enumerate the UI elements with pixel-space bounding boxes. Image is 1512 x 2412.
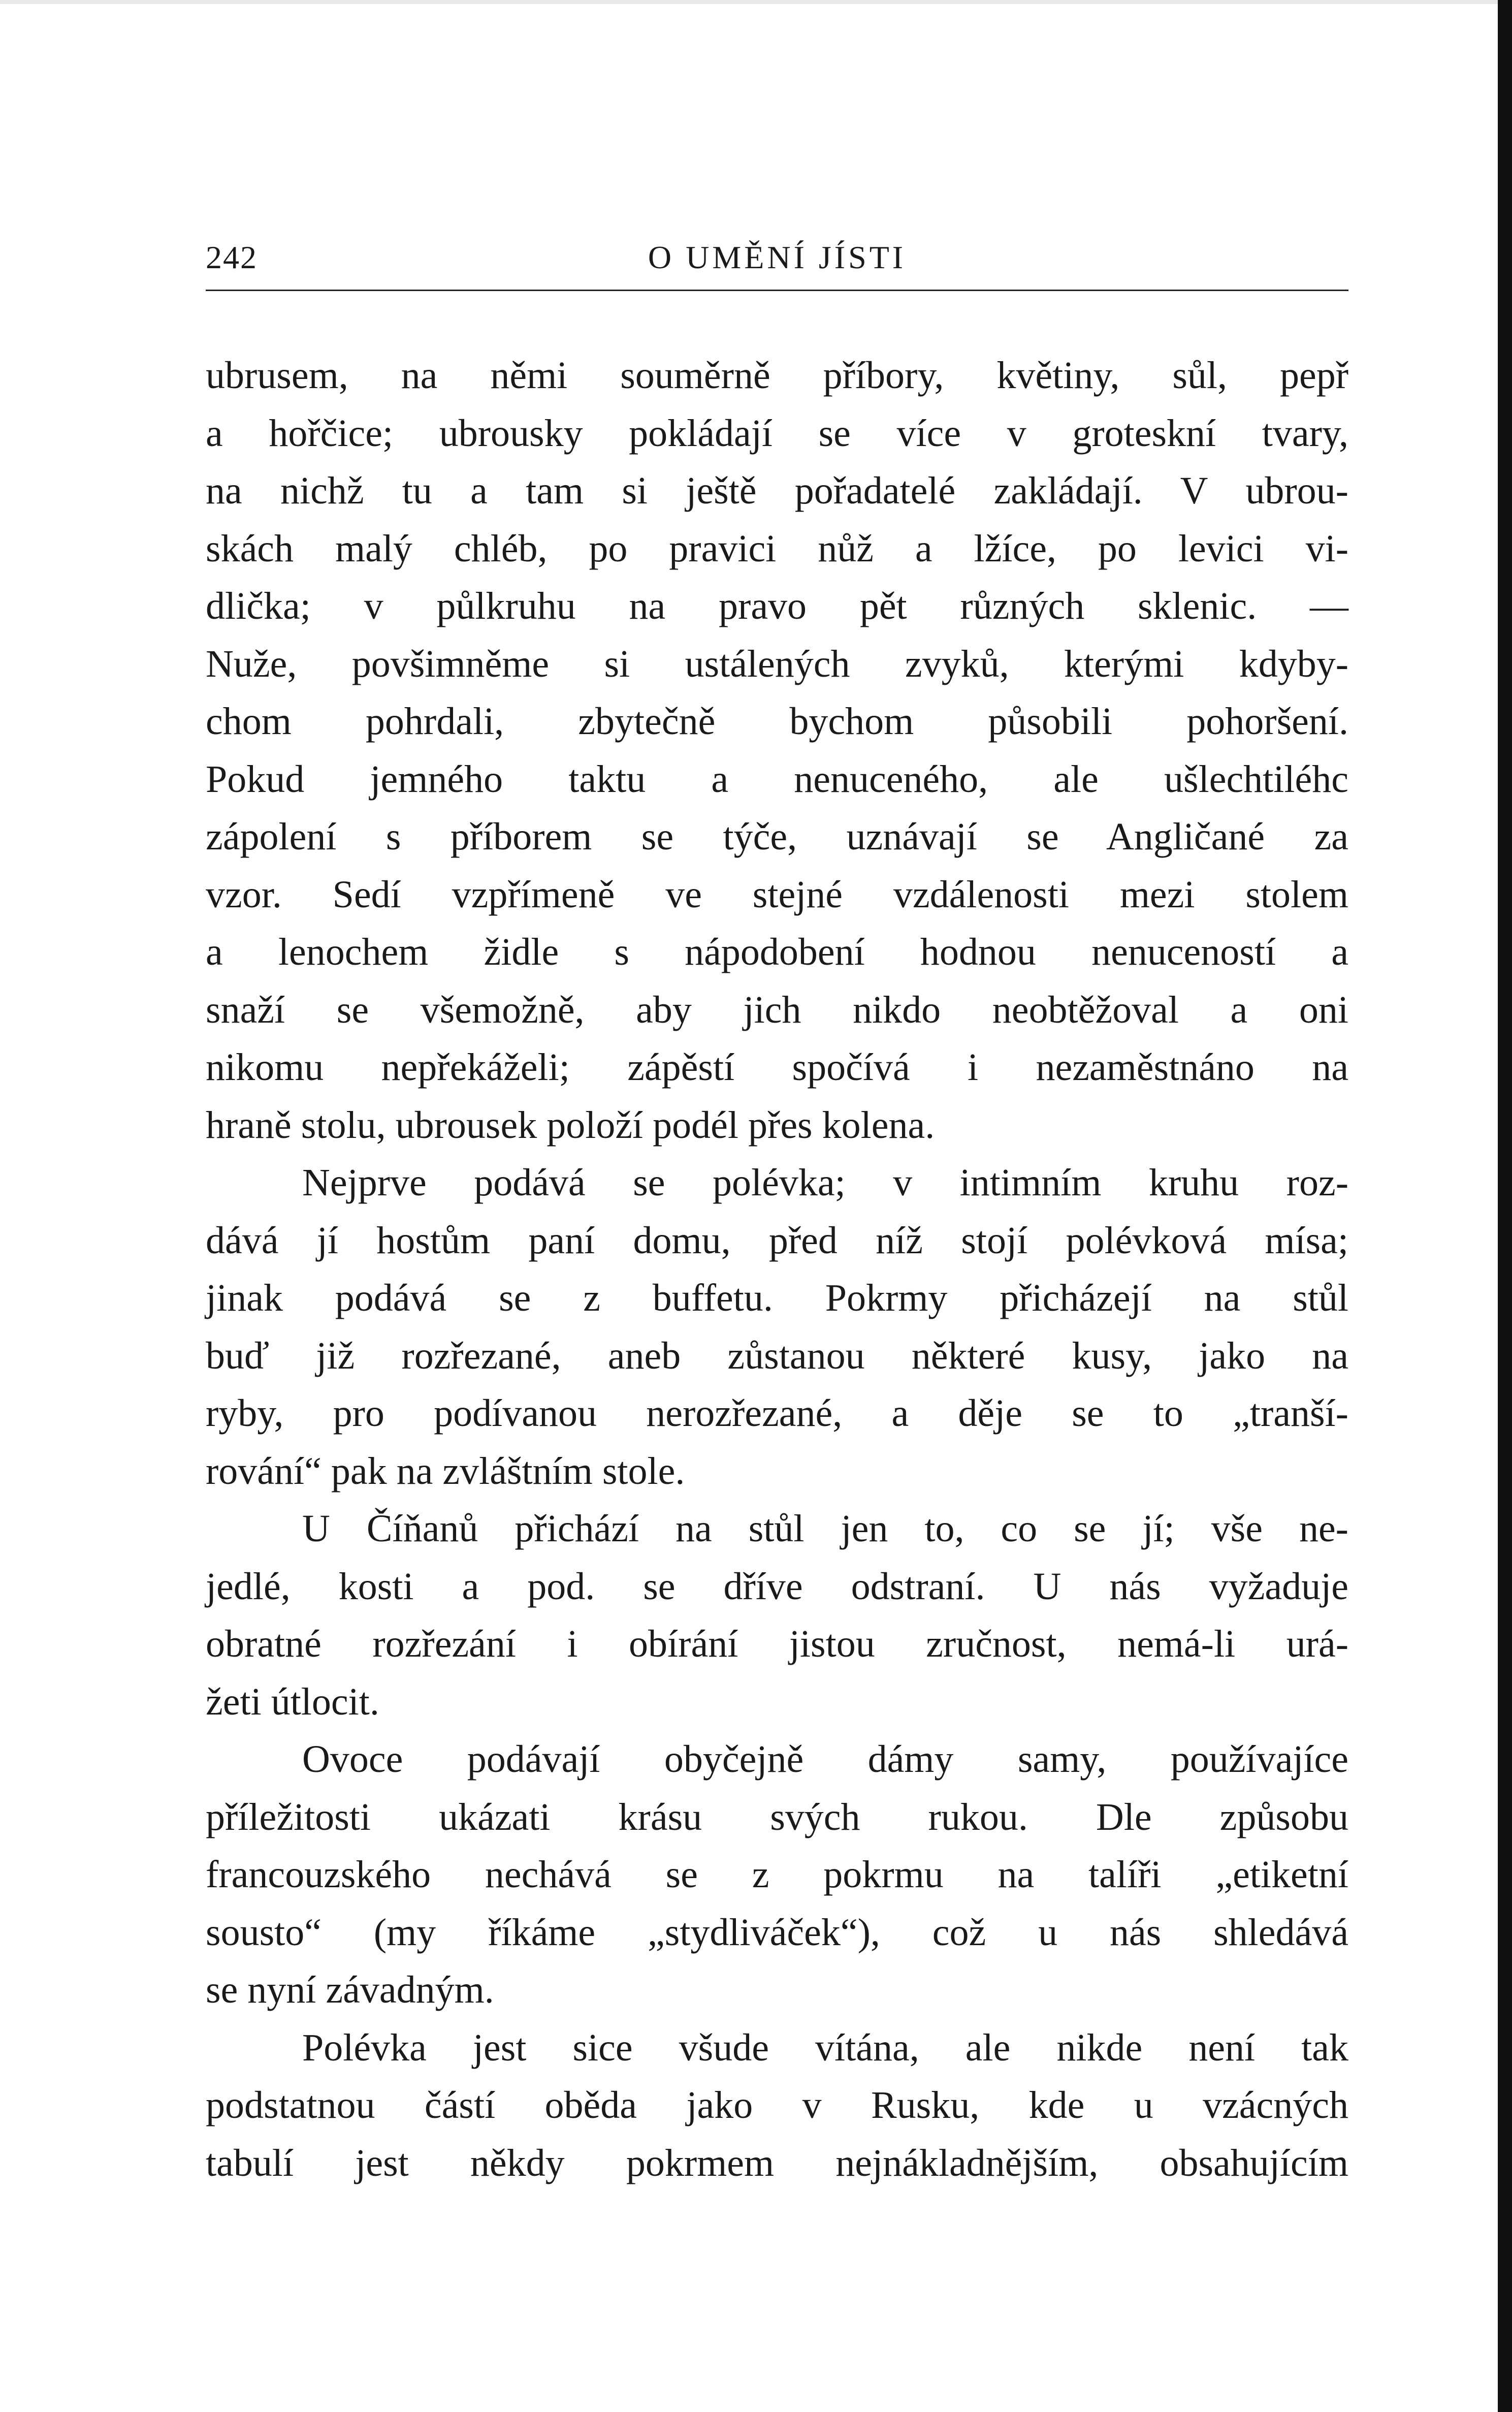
text-line: obratné rozřezání i obírání jistou zručnost, nemá-li urá-: [206, 1623, 1348, 1665]
running-title: O UMĚNÍ JÍSTI: [648, 239, 907, 275]
paragraph: [206, 2019, 1348, 2193]
text-line: ryby, pro podívanou nerozřezané, a děje se to „tranší-: [206, 1392, 1348, 1435]
book-page: [206, 239, 1348, 2192]
paragraph: [206, 1731, 1348, 2019]
text-line: se nyní závadným.: [206, 1969, 494, 2011]
text-line: žeti útlocit.: [206, 1680, 379, 1723]
text-line: Pokud jemného taktu a nenuceného, ale ušlechtiléhc: [206, 757, 1348, 801]
paragraph: [206, 1500, 1348, 1731]
text-line: nikomu nepřekáželi; zápěstí spočívá i nezaměstnáno na: [206, 1046, 1348, 1089]
text-line: zápolení s příborem se týče, uznávají se Angličané za: [206, 815, 1348, 858]
text-line: Nejprve podává se polévka; v intimním kruhu roz-: [302, 1161, 1348, 1204]
paragraph: [206, 347, 1348, 1154]
text-line: skách malý chléb, po pravici nůž a lžíce, po levici vi-: [206, 527, 1348, 570]
scan-edge-right: [1498, 0, 1512, 2412]
text-line: hraně stolu, ubrousek položí podél přes kolena.: [206, 1103, 935, 1147]
text-line: snaží se všemožně, aby jich nikdo neobtěžoval a oni: [206, 988, 1348, 1031]
text-line: a hořčice; ubrousky pokládají se více v groteskní tvary,: [206, 411, 1348, 455]
text-line: francouzského nechává se z pokrmu na talíři „etiketní: [206, 1853, 1348, 1896]
text-line: Ovoce podávají obyčejně dámy samy, používajíce: [302, 1738, 1348, 1781]
text-line: sousto“ (my říkáme „stydliváček“), což u nás shledává: [206, 1911, 1348, 1954]
text-line: podstatnou částí oběda jako v Rusku, kde u vzácných: [206, 2084, 1348, 2127]
paragraph: [206, 1154, 1348, 1500]
text-line: ubrusem, na němi souměrně příbory, květiny, sůl, pepř: [206, 354, 1348, 397]
text-line: dává jí hostům paní domu, před níž stojí polévková mísa;: [206, 1219, 1348, 1262]
text-line: rování“ pak na zvláštním stole.: [206, 1449, 685, 1493]
text-line: a lenochem židle s nápodobení hodnou nenuceností a: [206, 931, 1348, 973]
text-line: Nuže, povšimněme si ustálených zvyků, kterými kdyby-: [206, 642, 1348, 685]
text-line: příležitosti ukázati krásu svých rukou. Dle způsobu: [206, 1795, 1348, 1838]
text-line: buď již rozřezané, aneb zůstanou některé kusy, jako na: [206, 1334, 1348, 1377]
text-line: U Číňanů přichází na stůl jen to, co se jí; vše ne-: [302, 1507, 1348, 1550]
scan-edge-top: [0, 0, 1512, 4]
text-line: na nichž tu a tam si ještě pořadatelé zakládají. V ubrou-: [206, 469, 1348, 512]
text-line: jedlé, kosti a pod. se dříve odstraní. U nás vyžaduje: [206, 1565, 1348, 1608]
text-line: jinak podává se z buffetu. Pokrmy přicházejí na stůl: [206, 1277, 1348, 1319]
text-line: Polévka jest sice všude vítána, ale nikde není tak: [302, 2026, 1348, 2069]
text-line: chom pohrdali, zbytečně bychom působili pohoršení.: [206, 700, 1348, 743]
text-line: vzor. Sedí vzpřímeně ve stejné vzdálenosti mezi stolem: [206, 873, 1348, 916]
text-line: tabulí jest někdy pokrmem nejnákladnějším, obsahujícím: [206, 2141, 1348, 2184]
text-line: dlička; v půlkruhu na pravo pět různých sklenic. —: [206, 585, 1348, 627]
body-text: [206, 347, 1348, 2192]
page-number: 242: [206, 239, 258, 275]
page-header: [206, 239, 1348, 291]
